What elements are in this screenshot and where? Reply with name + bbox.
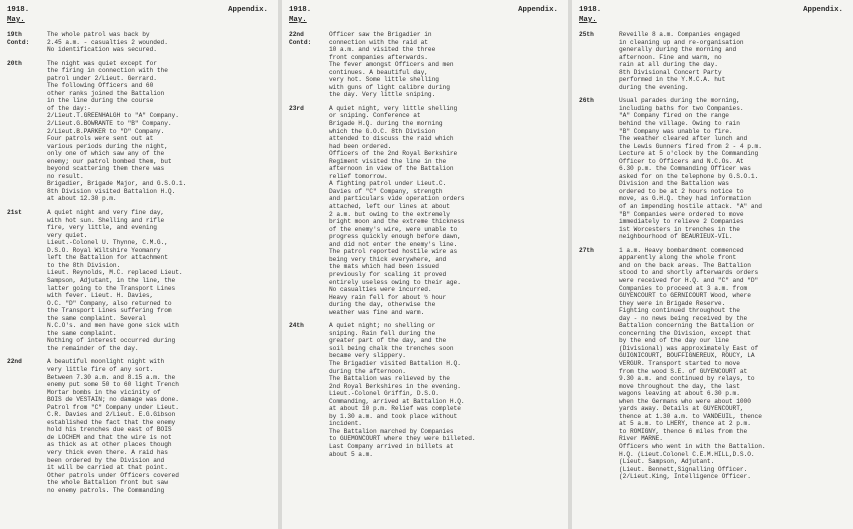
diary-entry (7, 358, 272, 494)
page-month: May. (7, 16, 25, 24)
entry-date: 23rd (289, 104, 304, 112)
entry-text: Usual parades during the morning, including baths for two Companies. "A" Company fired on the range behind the village. Owing to rain "B" Company was unable to fire. The weather cleared after lunch and the Lewis Gunners fired from 2 - 4 p.m. Lecture at 5 o'clock by the Commanding Officer to Officers and N.C.Os. At 6.30 p.m. the Commanding Officer was asked for on the telephone by G.S.O.1. Division and the Battalion was ordered to be at 2 hours notice to move, as G.H.Q. they had information of an impending hostile attack. "A" and "B" Companies were ordered to move immediately to relieve 2 Companies 1st Worcesters in trenches in the neighbourhood of BEAURIEUX-VIL. (619, 97, 762, 241)
diary-entry (579, 31, 847, 91)
entry-date: 22nd Contd: (289, 31, 312, 46)
diary-page-1 (0, 0, 278, 529)
diary-page-3 (572, 0, 853, 529)
entry-date: 22nd (7, 358, 22, 366)
page-month: May. (579, 16, 597, 24)
page-header (289, 6, 562, 15)
entry-text: Reveille 8 a.m. Companies engaged in cleaning up and re-organisation generally during the morning and afternoon. Fine and warm, no rain at all during the day. 8th Divisional Concert Party performed in the Y.M.C.A. hut during the evening. (619, 31, 744, 91)
page-year: 1918. (7, 6, 30, 14)
diary-entry (289, 322, 562, 458)
diary-page-2 (282, 0, 568, 529)
page-appendix-label: Appendix. (518, 6, 558, 14)
diary-entry (579, 247, 847, 481)
entry-date: 24th (289, 322, 304, 330)
page-month: May. (289, 16, 307, 24)
page-appendix-label: Appendix. (228, 6, 268, 14)
entry-date: 25th (579, 31, 594, 38)
page-year: 1918. (579, 6, 602, 14)
page-header (7, 6, 272, 15)
entry-text: The whole patrol was back by 2.45 a.m. - casualties 2 wounded. No identification was secured. (47, 31, 168, 54)
entry-date: 27th (579, 246, 594, 254)
entry-date: 26th (579, 97, 594, 105)
page-year: 1918. (289, 6, 312, 14)
page-header (579, 6, 847, 15)
entry-text: Officer saw the Brigadier in connection with the raid at 10 a.m. and visited the three front companies afterwards. The fever amongst Officers and men continues. A beautiful day, very hot. Some little shelling with guns of light calibre during the day. Very little sniping. (329, 31, 454, 99)
entry-date: 20th (7, 59, 22, 67)
entry-text: A quiet night; no shelling or sniping. Rain fell during the greater part of the day, and the soil being chalk the trenches soon became very slippery. The Brigadier visited Battalion H.Q. during the afternoon. The Battalion was relieved by the 2nd Royal Berkshires in the evening. Lieut.-Colonel Griffin, D.S.O. Commanding, arrived at Battalion H.Q. at about 10 p.m. Relief was complete by 1.30 a.m. and took place without incident. The Battalion marched by Companies to GUEMONCOURT where they were billeted. Last Company arrived in billets at about 5 a.m. (329, 322, 476, 458)
diary-entry (289, 31, 562, 99)
page-appendix-label: Appendix. (803, 6, 843, 14)
entry-text: A quiet night and very fine day, with hot sun. Shelling and rifle fire, very little, and evening very quiet. Lieut.-Colonel U. Thynne, C.M.G., D.S.O. Royal Wiltshire Yeomanry left the Battalion for attachment to the 8th Division. Lieut. Reynolds, M.C. replaced Lieut. Sampson, Adjutant, in the line, the latter going to the Transport Lines with fever. Lieut. H. Davies, O.C. "D" Company, also returned to the Transport Lines suffering from the same complaint. Several N.C.O's. and men have gone sick with the same complaint. Nothing of interest occurred during the remainder of the day. (47, 209, 183, 352)
entry-text: A beautiful moonlight night with very little fire of any sort. Between 7.30 a.m. and 8.15 a.m. the enemy put some 50 to 60 light Trench Mortar bombs in the vicinity of BOIS de VESTAIN; no damage was done. Patrol from "C" Company under Lieut. C.R. Davies and 2/Lieut. E.G.Gibson established the fact that the enemy hold his trenches due east of BOIS de LOCHEM and that the wire is not as thick as at other places though very thick even there. A raid has been ordered by the Division and it will be carried at that point. Other patrols under Officers covered the whole Battalion front but saw no enemy patrols. The Commanding (47, 358, 179, 494)
entry-text: The night was quiet except for the firing in connection with the patrol under 2/Lieut. Gerrard. The following Officers and 60 other ranks joined the Battalion in the line during the course of the day:- 2/Lieut.T.GREENHALGH to "A" Company. 2/Lieut.G.BOWRANTE to "B" Company. 2/Lieut.B.PARKER to "D" Company. Four patrols were sent out at various periods during the night, only one of which saw any of the enemy; our patrol bombed them, but beyond scattering them there was no result. Brigadier, Brigade Major, and G.S.O.1. 8th Division visited Battalion H.Q. at about 12.30 p.m. (47, 59, 187, 203)
entry-text: 1 a.m. Heavy bombardment commenced apparently along the whole front and on the back areas. The Battalion stood to and shortly afterwards orders were received for H.Q. and "C" and "D" Companies to proceed at 3 a.m. from GUYENCOURT to GERNICOURT Wood, where they were in Brigade Reserve. Fighting continued throughout the day - no news being received by the Battalion concerning the Battalion or concerning the Division, except that by the end of the day our line (Divisional) was approximately East of GUIGNICOURT, BOUFFIGNEREUX, ROUCY, LA VERGUR. Transport started to move from the wood S.E. of GUYENCOURT at 9.30 a.m. and continued by relays, to move throughout the day, the last wagons leaving at about 6.30 p.m. when the Germans who were about 1000 yards away. Details at GUYENCOURT, thence at 1.30 a.m. to VANDEUIL, thence at 5 a.m. to LHERY, thence at 2 p.m. to ROMIGNY, thence 6 miles from the River MARNE. Officers who went in with the Battalion. H.Q. (Lieut.Colonel C.E.M.HILL,D.S.O. (Lieut. Sampson, Adjutant. (Lieut. Bennett,Signalling Officer. (2/Lieut.King, Intelligence Officer. (619, 246, 766, 481)
diary-entry (7, 209, 272, 352)
entry-date: 21st (7, 209, 22, 217)
entry-text: A quiet night, very little shelling or sniping. Conference at Brigade H.Q. during the morning which the G.O.C. 8th Division attended to discuss the raid which had been ordered. Officers of the 2nd Royal Berkshire Regiment visited the line in the afternoon in view of the Battalion relief tomorrow. A fighting patrol under Lieut.C. Davies of "C" Company, strength and particulars vide operation orders attached, left our lines at about 2 a.m. but owing to the extremely bright moon and the extreme thickness of the enemy's wire, were unable to progress quickly enough before dawn, and did not enter the enemy's line. The patrol reported hostile wire as being very thick everywhere, and the mats which had been issued previously for scaling it proved entirely useless owing to their age. No casualties were incurred. Heavy rain fell for about ½ hour during the day, otherwise the weather was fine and warm. (329, 104, 465, 316)
diary-entry (7, 31, 272, 54)
diary-entry (289, 105, 562, 316)
entry-date: 19th Contd: (7, 31, 30, 46)
diary-entry (7, 60, 272, 203)
diary-entry (579, 97, 847, 240)
